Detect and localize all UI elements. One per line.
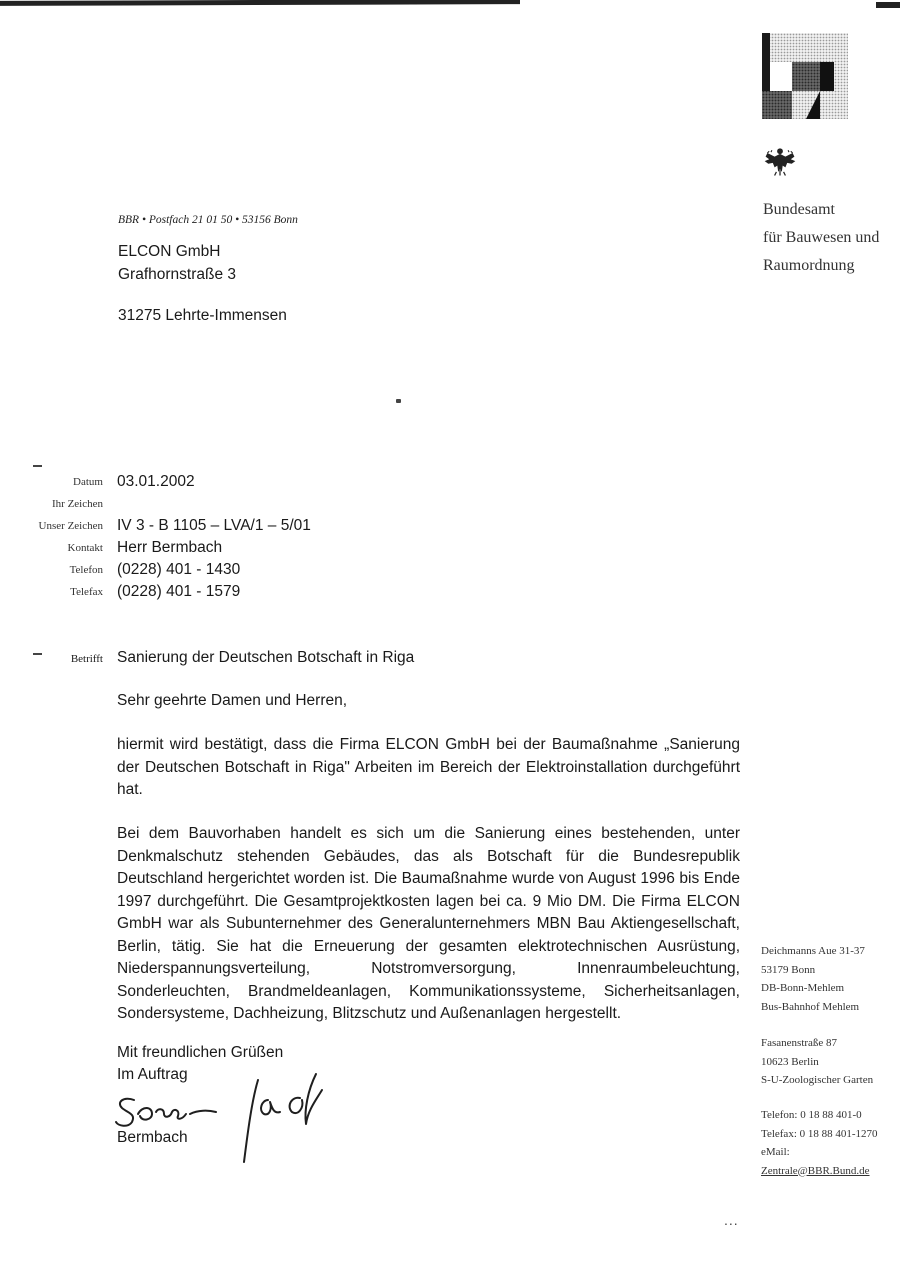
fax-value: (0228) 401 - 1579: [117, 583, 241, 600]
handwritten-signature: [112, 1070, 332, 1175]
side-address-line: 10623 Berlin: [761, 1055, 819, 1068]
signer-name: Bermbach: [117, 1129, 188, 1146]
continuation-marker: ...: [724, 1212, 739, 1228]
side-address-line: Bus-Bahnhof Mehlem: [761, 1000, 860, 1013]
bbr-logo: [762, 33, 848, 119]
scan-edge-mark: [876, 2, 900, 8]
contact-value: Herr Bermbach: [117, 539, 223, 556]
side-contact-info: [761, 1106, 878, 1180]
side-address-bonn: [761, 942, 865, 1016]
scan-edge-line: [0, 0, 520, 6]
side-address-line: DB-Bonn-Mehlem: [761, 982, 845, 994]
recipient-company: ELCON GmbH: [118, 243, 221, 260]
org-name-line: Bundesamt: [763, 201, 835, 218]
org-name-line: Raumordnung: [763, 257, 855, 274]
fold-mark: [33, 465, 42, 467]
sender-return-address: BBR • Postfach 21 01 50 • 53156 Bonn: [118, 214, 298, 226]
side-address-line: S-U-Zoologischer Garten: [761, 1074, 874, 1086]
organization-name: [763, 196, 879, 280]
recipient-address: [118, 240, 236, 286]
contact-label: Kontakt: [67, 542, 103, 554]
side-address-line: Fasanenstraße 87: [761, 1037, 838, 1049]
your-reference-label: Ihr Zeichen: [52, 498, 103, 510]
our-reference-label: Unser Zeichen: [38, 520, 103, 532]
side-fax: Telefax: 0 18 88 401-1270: [761, 1127, 878, 1140]
side-email-label: eMail:: [761, 1146, 790, 1158]
recipient-street: Grafhornstraße 3: [118, 266, 237, 283]
side-email-link[interactable]: Zentrale@BBR.Bund.de: [761, 1164, 870, 1177]
side-address-berlin: [761, 1034, 873, 1090]
federal-eagle-icon: [762, 144, 798, 180]
scan-speck: [396, 399, 401, 403]
body-paragraph: Bei dem Bauvorhaben handelt es sich um die Sanierung eines bestehenden, unter Denkmalschutz stehenden Gebäudes, das als Botschaft für die Bundesrepublik Deutschland hergerichtet worden ist. Die Baumaßnahme wurde von August 1996 bis Ende 1997 durchgeführt. Die Gesamtprojektkosten lagen bei ca. 9 Mio DM. Die Firma ELCON GmbH war als Subunternehmer des Generalunternehmers MBN Bau Aktiengesellschaft, Berlin, tätig. Sie hat die Erneuerung der gesamten elektrotechnischen Ausrüstung, Niederspannungsverteilung, Notstromversorgung, Innenraumbeleuchtung, Sonderleuchten, Brandmeldeanlagen, Kommunikationssysteme, Sicherheitsanlagen, Sondersysteme, Dachheizung, Blitzschutz und Außenanlagen hergestellt.: [117, 825, 740, 1022]
date-value: 03.01.2002: [117, 473, 195, 490]
subject-text: Sanierung der Deutschen Botschaft in Riga: [117, 649, 415, 666]
closing-auftrag: Im Auftrag: [117, 1066, 188, 1083]
fax-label: Telefax: [70, 586, 103, 598]
phone-label: Telefon: [69, 564, 103, 576]
recipient-city: 31275 Lehrte-Immensen: [118, 307, 287, 324]
side-phone: Telefon: 0 18 88 401-0: [761, 1109, 862, 1121]
side-address-line: 53179 Bonn: [761, 963, 816, 976]
phone-value: (0228) 401 - 1430: [117, 561, 241, 578]
subject-label: Betrifft: [70, 653, 103, 665]
our-reference-value: IV 3 - B 1105 – LVA/1 – 5/01: [117, 517, 311, 534]
salutation: Sehr geehrte Damen und Herren,: [117, 692, 348, 709]
closing-greeting: Mit freundlichen Grüßen: [117, 1044, 284, 1061]
org-name-line: für Bauwesen und: [763, 229, 880, 246]
side-address-line: Deichmanns Aue 31-37: [761, 945, 865, 957]
date-label: Datum: [73, 476, 103, 488]
body-paragraph: hiermit wird bestätigt, dass die Firma ELCON GmbH bei der Baumaßnahme „Sanierung der Deutschen Botschaft in Riga" Arbeiten im Bereich der Elektroinstallation durchgeführt hat.: [117, 736, 740, 798]
